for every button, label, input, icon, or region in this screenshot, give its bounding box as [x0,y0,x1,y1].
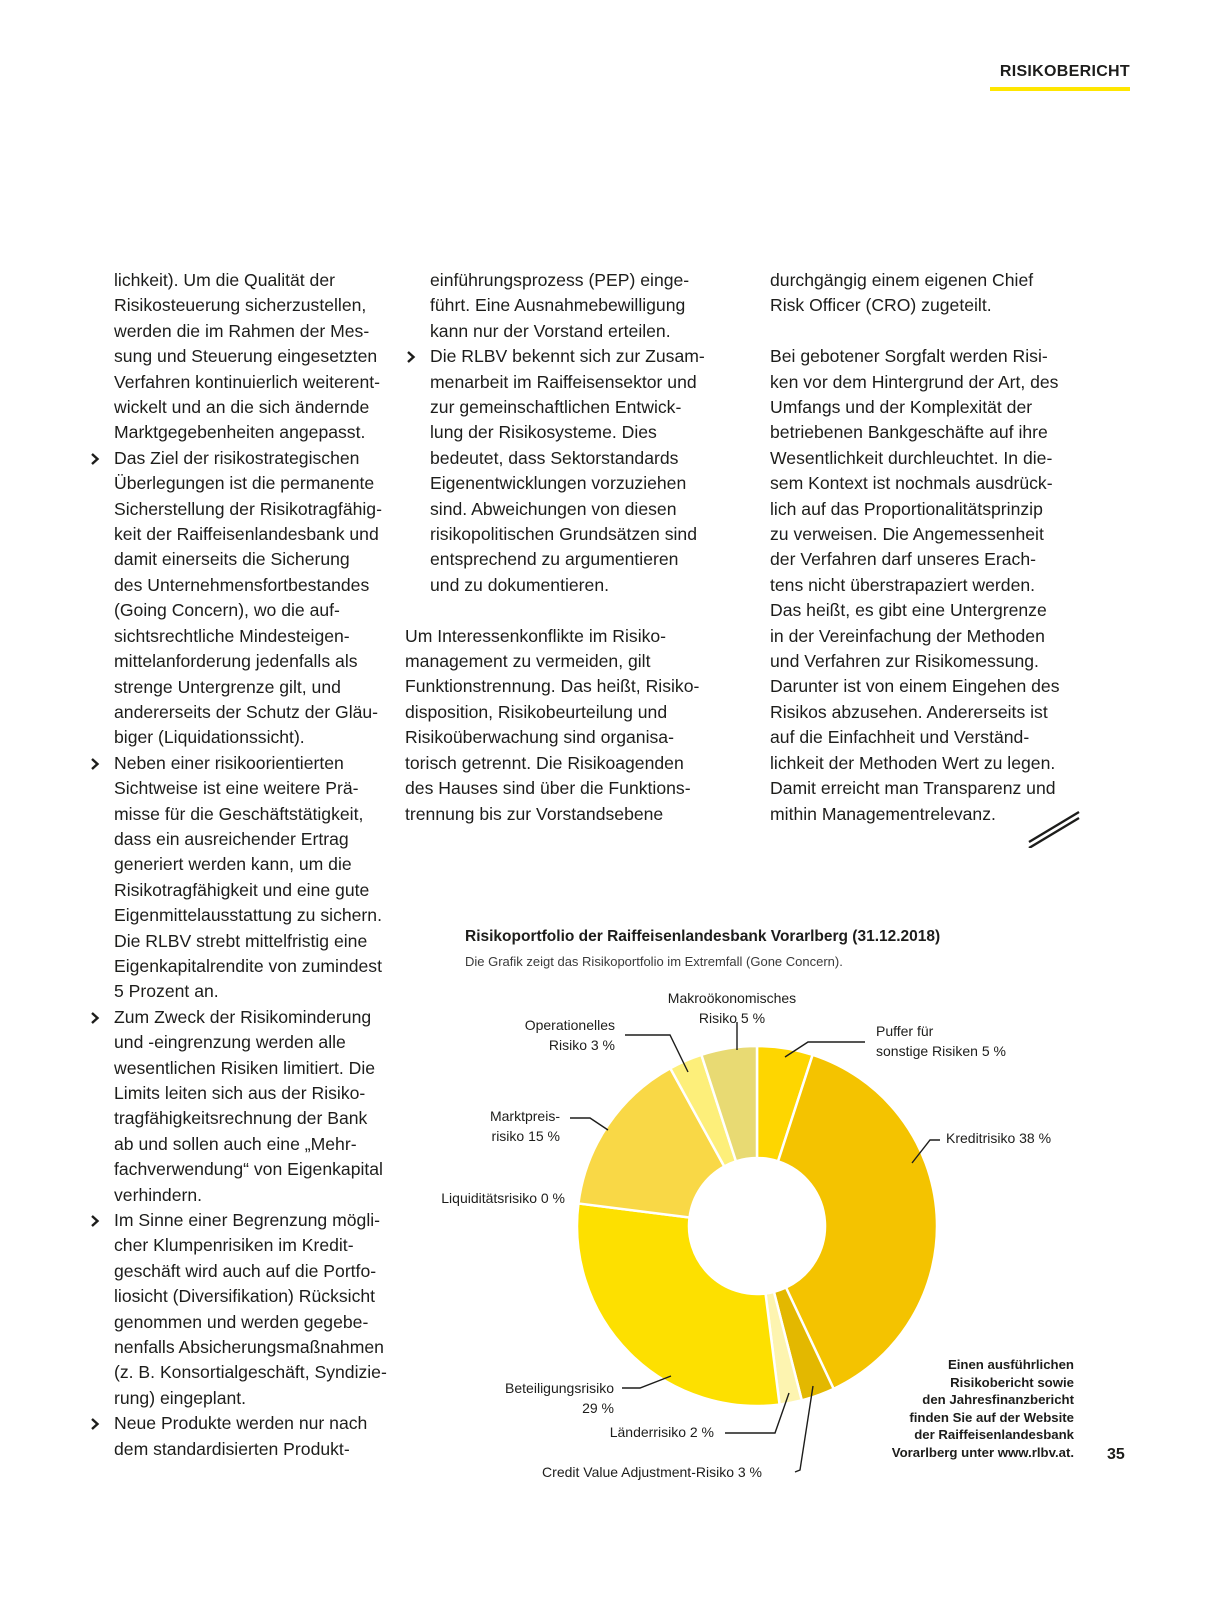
page-number: 35 [1107,1446,1125,1463]
slice-label: Marktpreis-risiko 15 % [489,1108,560,1144]
list-item: Zum Zweck der Risikominderung und -eingrenzung werden alle wesentlichen Risiken limitiert. Die Limits leiten sich aus der Risiko- tragfähigkeitsrechnung der Bank ab und sollen auch eine „Mehr- fachverwendung“ von Eigenkapital verhindern. [114,1005,404,1208]
leader-line [570,1118,608,1130]
chart-subtitle: Die Grafik zeigt das Risikoportfolio im Extremfall (Gone Concern). [465,954,843,969]
list-item: Die RLBV bekennt sich zur Zusam- menarbeit im Raiffeisensektor und zur gemeinschaftlichen Entwick- lung der Risikosysteme. Dies bedeutet, dass Sektorstandards Eigenentwicklungen vorzuziehen sind. Abweichungen von diesen risikopolitischen Grundsätzen sind entsprechend zu argumentieren und zu dokumentieren. [430,344,740,598]
slice-label: Kreditrisiko 38 % [946,1130,1052,1146]
section-label: RISIKOBERICHT [999,63,1130,80]
slice-label: Puffer für sonstige Risiken 5 % [876,1023,1006,1059]
website-note: Einen ausführlichen Risikobericht sowie den Jahresfinanzbericht finden Sie auf der Website der Raiffeisenlandesbank Vorarlberg unter www.rlbv.at. [891,1357,1074,1460]
slice-label: Operationelles Risiko 3 % [524,1017,615,1053]
list-item: Im Sinne einer Begrenzung mögli- cher Klumpenrisiken im Kredit- geschäft wird auch auf die Portfo- liosicht (Diversifikation) Rücksicht genommen und werden gegebe- nenfalls Absicherungsmaßnahmen (z. B. Konsortialgeschäft, Syndizie- rung) eingeplant. [114,1208,404,1411]
list-item: Neben einer risikoorientierten Sichtweise ist eine weitere Prä- misse für die Geschäftstätigkeit, dass ein ausreichender Ertrag generiert werden kann, um die Risikotragfähigkeit und eine gute Eigenmittelausstattung zu sichern. Die RLBV strebt mittelfristig eine Eigenkapitalrendite von zumindest 5 Prozent an. [114,751,404,1005]
list-item: Neue Produkte werden nur nach dem standardisierten Produkt- [114,1411,404,1462]
paragraph: Um Interessenkonflikte im Risiko- management zu vermeiden, gilt Funktionstrennung. Das heißt, Risiko- disposition, Risikobeurteilung und Risikoüberwachung sind organisa- torisch getrennt. Die Risikoagenden des Hauses sind über die Funktions- trennung bis zur Vorstandsebene [405,625,700,824]
slice-label: Beteiligungsrisiko 29 % [505,1380,614,1416]
paragraph: durchgängig einem eigenen Chief Risk Officer (CRO) zugeteilt. [770,270,1034,316]
slice-label: Länderrisiko 2 % [609,1424,714,1440]
chart-title: Risikoportfolio der Raiffeisenlandesbank Vorarlberg (31.12.2018) [465,928,941,945]
paragraph: lichkeit). Um die Qualität der Risikosteuerung sicherzustellen, werden die im Rahmen der Mes- sung und Steuerung eingesetzten Verfahren kontinuierlich weiterent- wickelt und an die sich ändernde Marktgegebenheiten angepasst. [114,270,381,443]
slice-label: Makroökonomisches Risiko 5 % [667,990,797,1026]
slice-label: Liquiditätsrisiko 0 % [441,1190,565,1206]
pie-slice [577,1203,780,1406]
paragraph: einführungsprozess (PEP) einge- führt. Eine Ausnahmebewilligung kann nur der Vorstand erteilen. [430,270,690,341]
slice-label: Credit Value Adjustment-Risiko 3 % [542,1464,762,1480]
paragraph: Bei gebotener Sorgfalt werden Risi- ken vor dem Hintergrund der Art, des Umfangs und der Komplexität der betriebenen Bankgeschäfte auf ihre Wesentlichkeit durchleuchtet. In die- sem Kontext ist nochmals ausdrück- lich auf das Proportionalitätsprinzip zu verweisen. Die Angemessenheit der Verfahren darf unseres Erach- tens nicht überstrapaziert werden. Das heißt, es gibt eine Untergrenze in der Vereinfachung der Methoden und Verfahren zur Risikomessung. Darunter ist von einem Eingehen des Risikos abzusehen. Andererseits ist auf die Einfachheit und Verständ- lichkeit der Methoden Wert zu legen. Damit erreicht man Transparenz und mithin Managementrelevanz. [770,346,1060,824]
list-item: Das Ziel der risikostrategischen Überlegungen ist die permanente Sicherstellung der Risikotragfähig- keit der Raiffeisenlandesbank und damit einerseits die Sicherung des Unternehmensfortbestandes (Going Concern), wo die auf- sichtsrechtliche Mindesteigen- mittelanforderung jedenfalls als strenge Untergrenze gilt, und andererseits der Schutz der Gläu- biger (Liquidationssicht). [114,446,404,751]
